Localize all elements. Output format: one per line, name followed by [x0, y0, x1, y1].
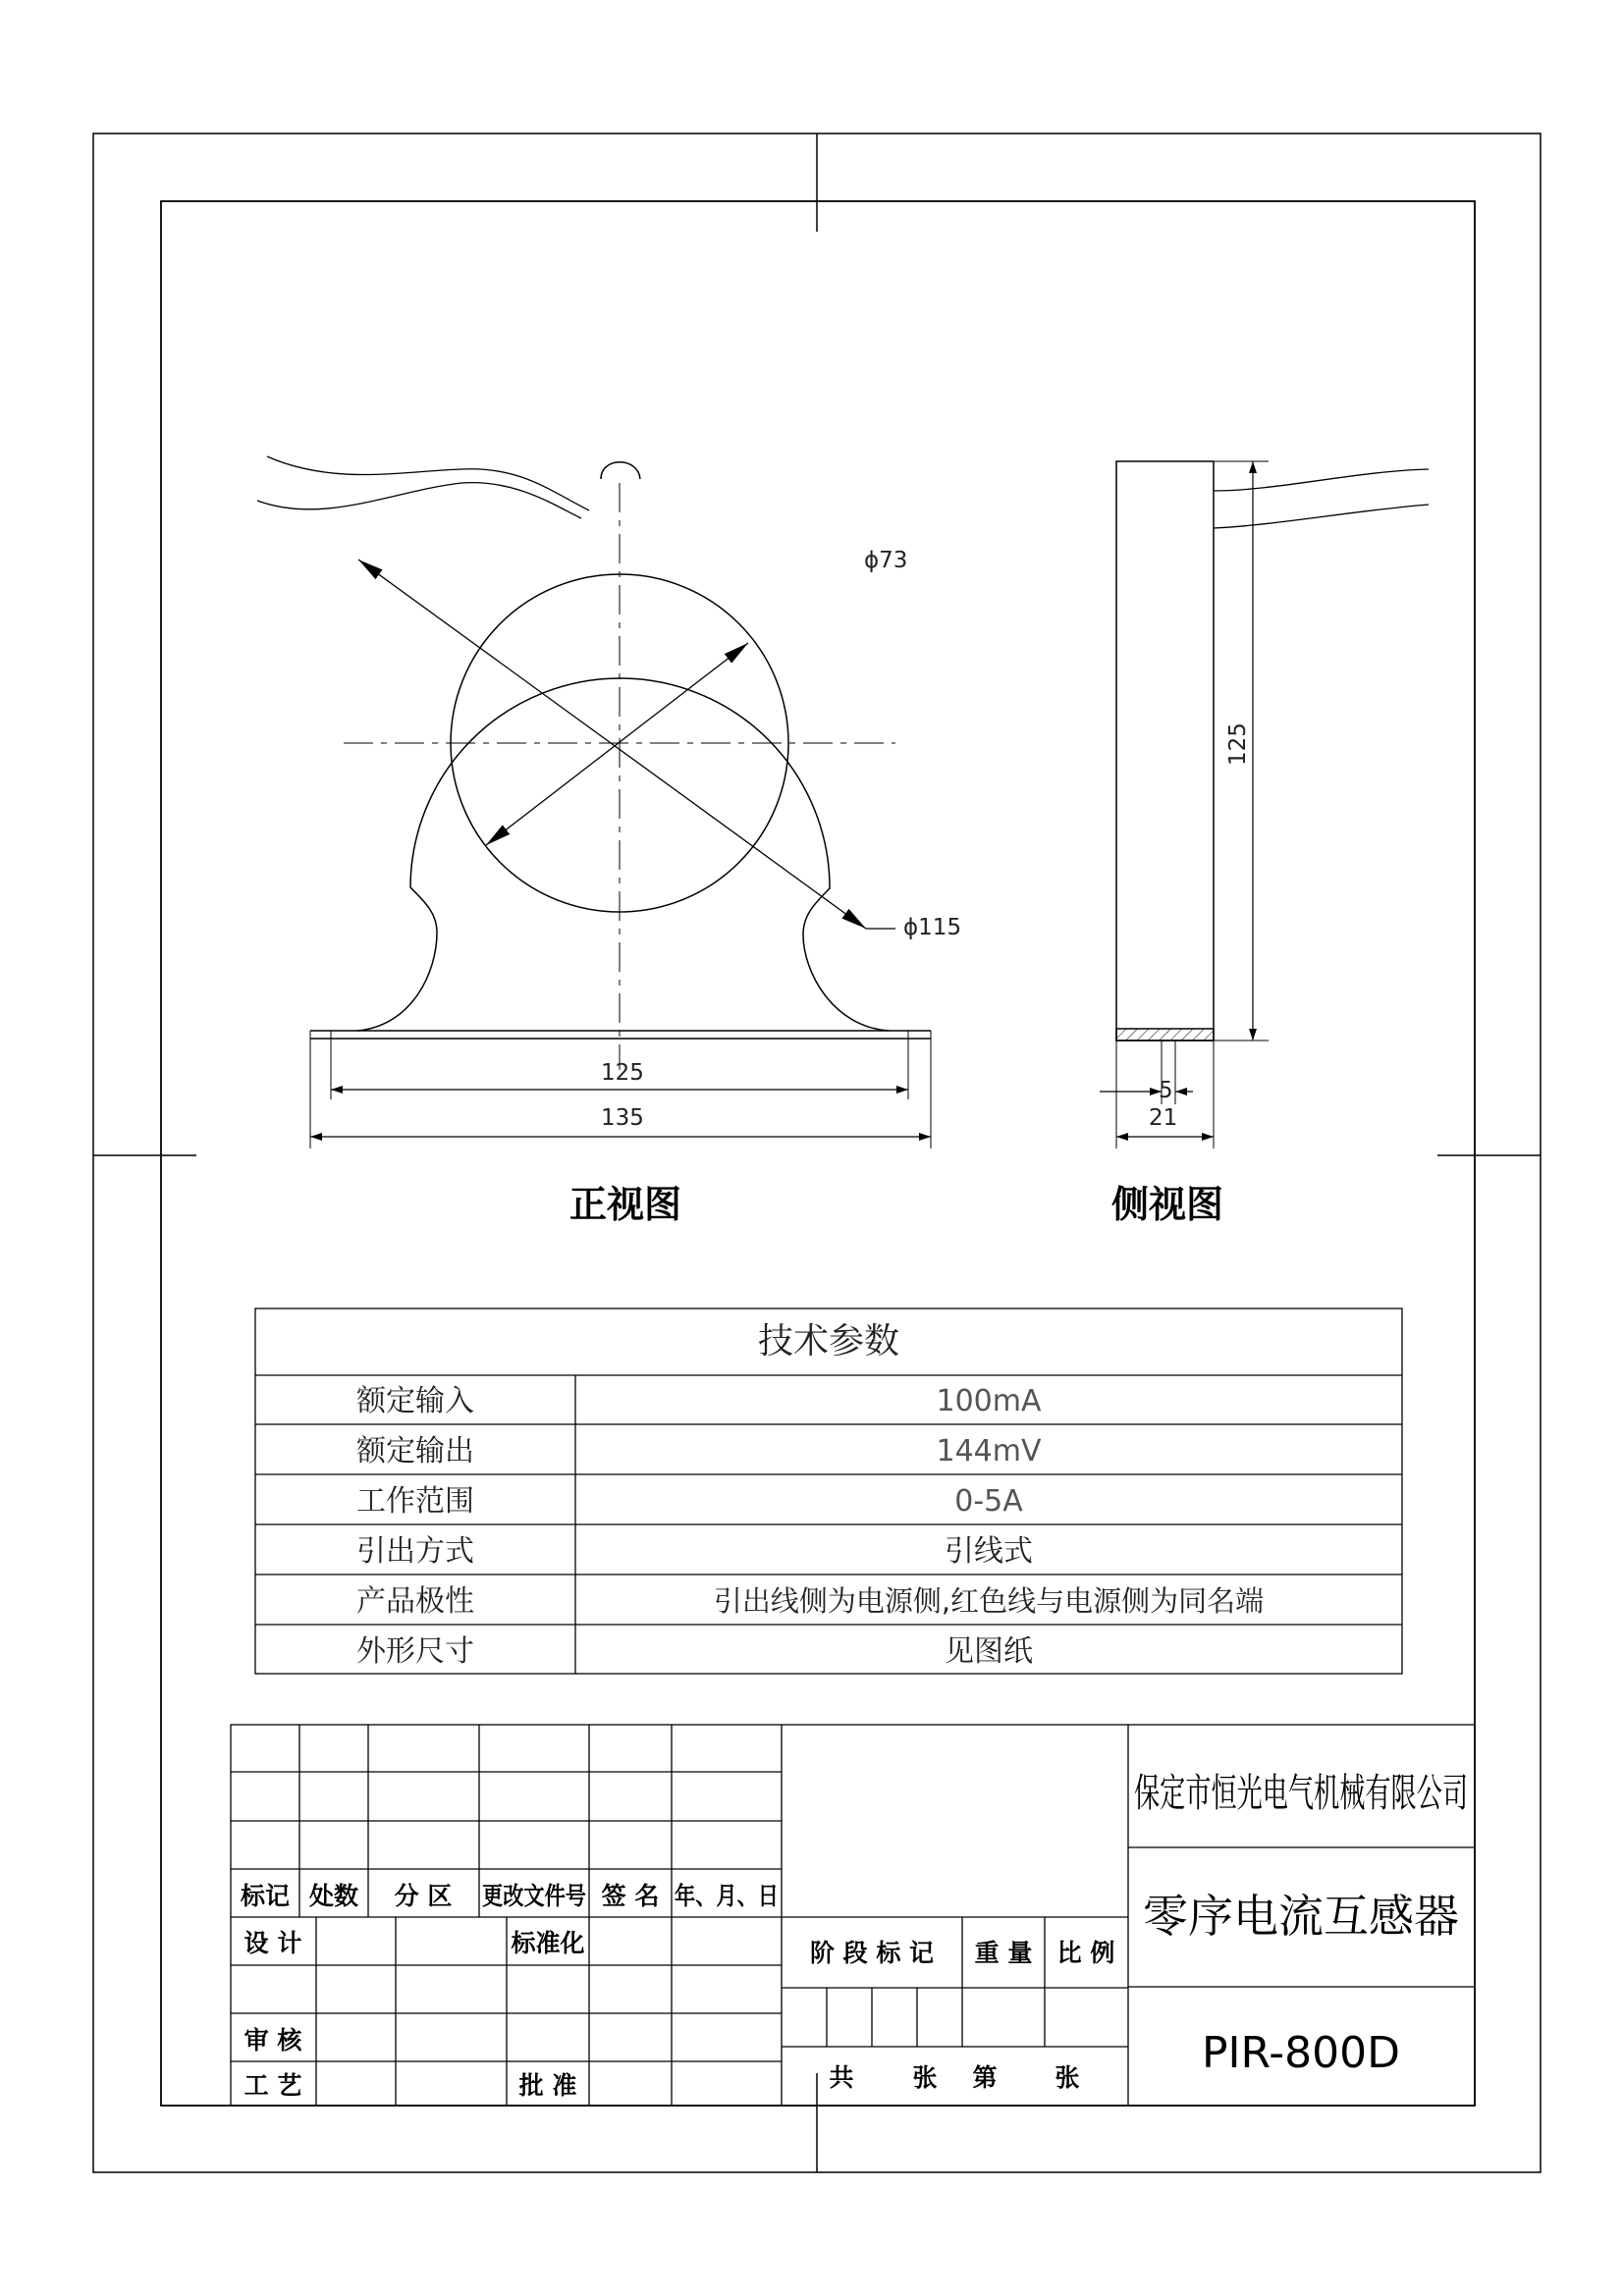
title-block-model: PIR-800D	[1201, 2028, 1401, 2078]
total-label: 共	[829, 2063, 854, 2092]
sheet-label: 张	[912, 2063, 938, 2092]
scale-label: 比 例	[1056, 1939, 1115, 1967]
spec-row-value: 引线式	[945, 1534, 1033, 1569]
spec-row-label: 产品极性	[356, 1584, 474, 1619]
front-view-lug	[601, 462, 640, 479]
spec-table-title: 技术参数	[757, 1321, 900, 1362]
sheet-frame	[93, 133, 1541, 2172]
front-view-outer-dia-line	[358, 560, 866, 929]
spec-row-label: 引出方式	[356, 1534, 474, 1569]
side-view-height-label: 125	[1225, 722, 1251, 766]
front-view-inner-dia-label: ϕ73	[864, 548, 908, 573]
front-view	[257, 456, 931, 1148]
spec-row-label: 外形尺寸	[356, 1634, 474, 1669]
side-view-thickness-inner-label: 5	[1159, 1078, 1173, 1103]
revision-header: 更改文件号	[482, 1882, 586, 1910]
front-view-lead-wire-2	[257, 483, 581, 518]
weight-label: 重 量	[974, 1939, 1033, 1967]
spec-row-label: 额定输入	[356, 1384, 474, 1418]
front-view-outer-dia-label: ϕ115	[903, 915, 962, 940]
revision-header: 年、月、日	[675, 1882, 779, 1910]
side-view-thickness-outer-label: 21	[1149, 1105, 1178, 1131]
side-view-lead-wire-1	[1214, 469, 1429, 491]
title-block-company: 保定市恒光电气机械有限公司	[1134, 1771, 1468, 1816]
side-view-label: 侧视图	[1111, 1183, 1224, 1226]
sheet-label-2: 张	[1055, 2063, 1080, 2092]
side-view-base-hatch	[1116, 1029, 1214, 1041]
side-view	[1100, 461, 1429, 1148]
revision-header: 处数	[308, 1882, 359, 1910]
side-view-lead-wire-2	[1214, 505, 1429, 528]
spec-row-value: 见图纸	[945, 1634, 1033, 1669]
revision-header: 签 名	[601, 1882, 660, 1910]
spec-row-value: 144mV	[936, 1434, 1042, 1468]
front-view-width-inner-label: 125	[601, 1060, 644, 1086]
stage-mark-label: 阶 段 标 记	[809, 1939, 935, 1967]
front-view-label: 正视图	[569, 1183, 682, 1226]
process-label: 工 艺	[243, 2071, 302, 2100]
approve-label: 批 准	[518, 2071, 577, 2100]
front-view-outer-profile	[357, 678, 889, 1031]
page-label: 第	[972, 2063, 998, 2092]
title-block-product-name: 零序电流互感器	[1143, 1890, 1459, 1943]
spec-row-value: 100mA	[936, 1384, 1042, 1418]
front-view-lead-wire-1	[267, 456, 589, 510]
review-label: 审 核	[243, 2026, 302, 2055]
spec-row-label: 额定输出	[356, 1434, 474, 1468]
front-view-width-outer-label: 135	[601, 1105, 644, 1131]
spec-row-label: 工作范围	[356, 1484, 474, 1519]
design-label: 设 计	[243, 1929, 302, 1957]
revision-header: 标记	[240, 1882, 291, 1910]
standardization-label: 标准化	[511, 1929, 585, 1957]
spec-row-value: 0-5A	[954, 1484, 1023, 1519]
spec-row-value: 引出线侧为电源侧,红色线与电源侧为同名端	[713, 1584, 1265, 1618]
revision-header: 分 区	[394, 1882, 453, 1910]
